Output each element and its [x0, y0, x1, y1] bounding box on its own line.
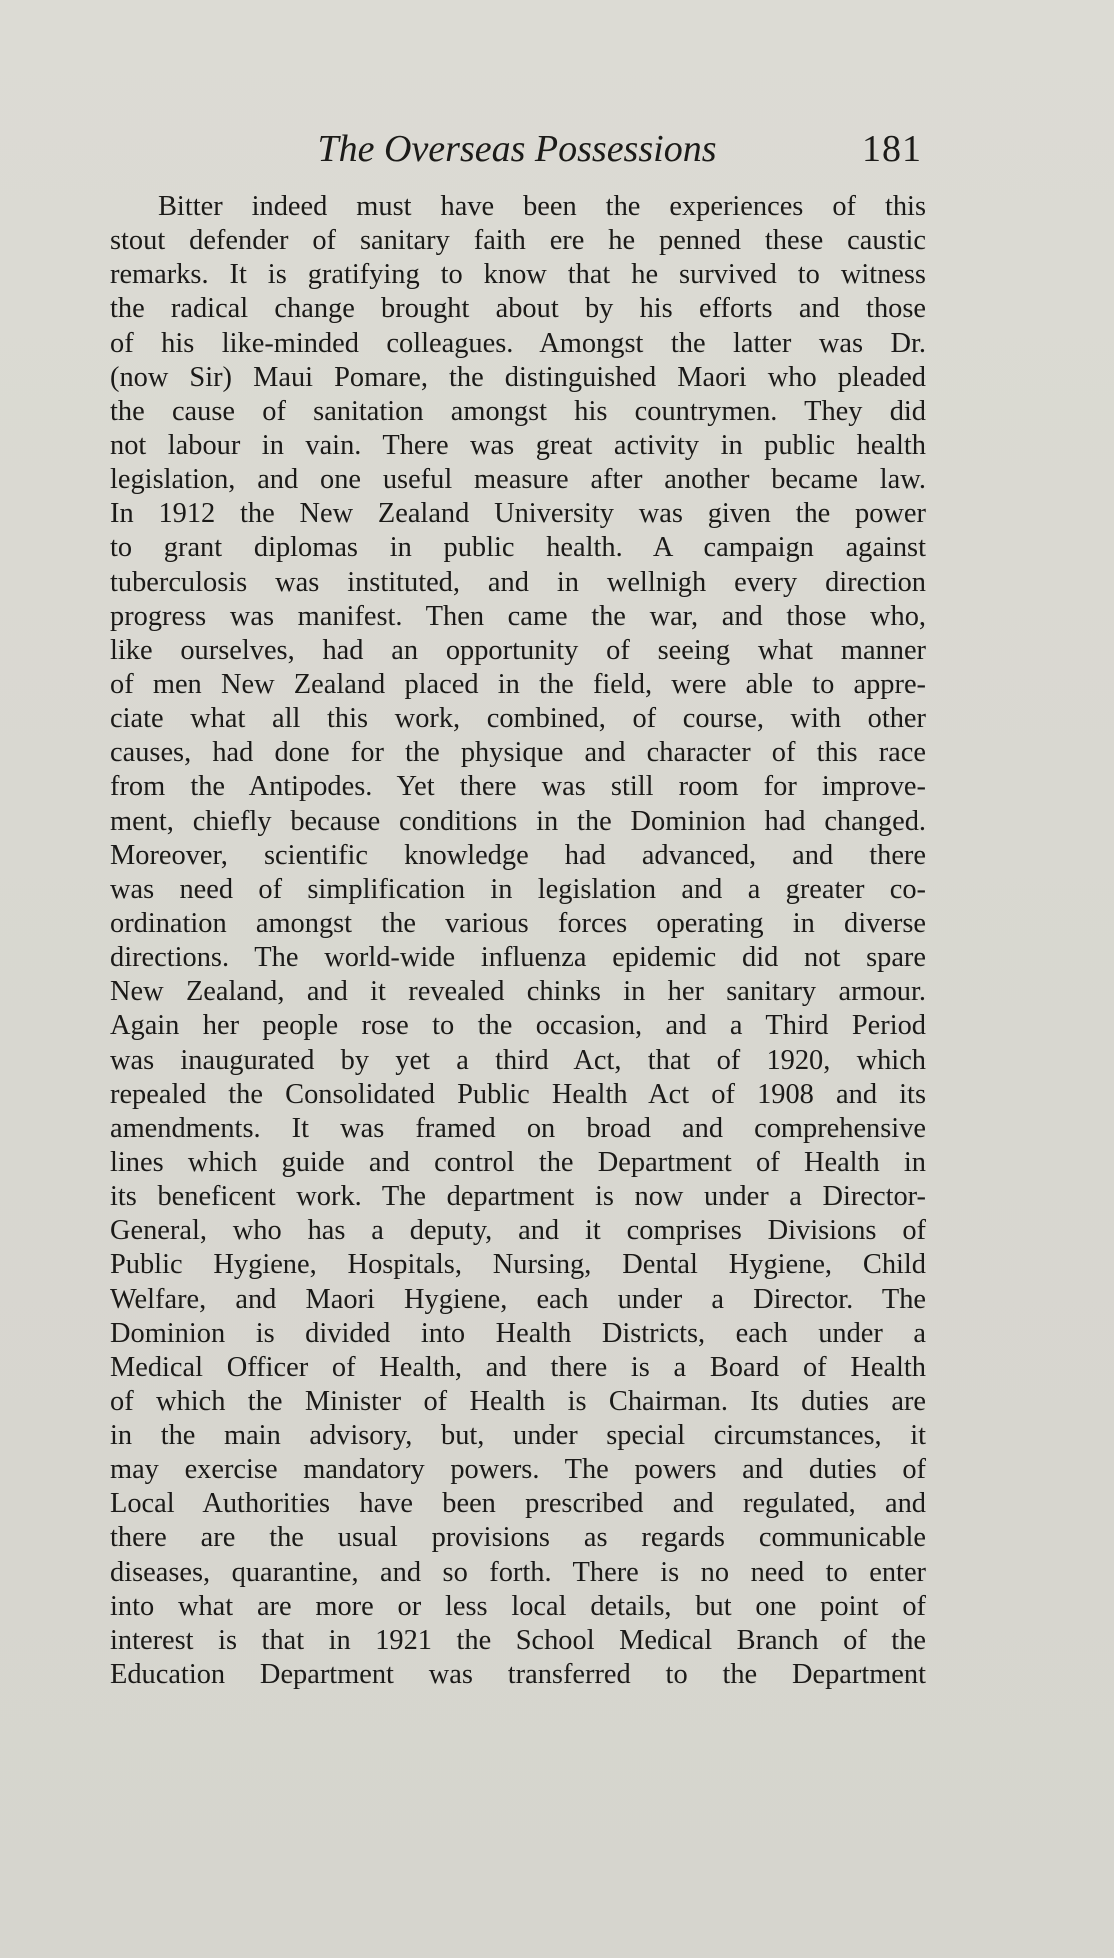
text-line: diseases, quarantine, and so forth. There is no need to enter [110, 1556, 926, 1588]
text-line: General, who has a deputy, and it comprises Divisions of [110, 1215, 926, 1247]
text-line: Education Department was transferred to the Department [110, 1659, 926, 1691]
body-text [110, 190, 926, 1692]
text-line: tuberculosis was instituted, and in wellnigh every direction [110, 566, 926, 598]
text-line: progress was manifest. Then came the war, and those who, [110, 600, 926, 632]
text-line: ment, chiefly because conditions in the Dominion had changed. [110, 805, 926, 837]
text-line: into what are more or less local details, but one point of [110, 1590, 926, 1622]
text-line: ciate what all this work, combined, of course, with other [110, 703, 926, 735]
text-line: of his like-minded colleagues. Amongst the latter was Dr. [110, 327, 926, 359]
text-line: ordination amongst the various forces operating in diverse [110, 907, 926, 939]
text-line: not labour in vain. There was great activity in public health [110, 429, 926, 461]
text-line: repealed the Consolidated Public Health Act of 1908 and its [110, 1078, 926, 1110]
text-line: In 1912 the New Zealand University was given the power [110, 498, 926, 530]
text-line: Medical Officer of Health, and there is a Board of Health [110, 1351, 926, 1383]
text-line: the cause of sanitation amongst his countrymen. They did [110, 395, 926, 427]
text-line: Welfare, and Maori Hygiene, each under a Director. The [110, 1283, 926, 1315]
text-line: of men New Zealand placed in the field, were able to appre- [110, 668, 926, 700]
text-line: amendments. It was framed on broad and comprehensive [110, 1112, 926, 1144]
page-header [110, 124, 924, 184]
text-line: the radical change brought about by his efforts and those [110, 293, 926, 325]
text-line: was inaugurated by yet a third Act, that of 1920, which [110, 1044, 926, 1076]
text-line: stout defender of sanitary faith ere he penned these caustic [110, 225, 926, 257]
text-line: may exercise mandatory powers. The powers and duties of [110, 1454, 926, 1486]
text-line: to grant diplomas in public health. A campaign against [110, 532, 926, 564]
text-line: directions. The world-wide influenza epidemic did not spare [110, 942, 926, 974]
text-line: was need of simplification in legislation and a greater co- [110, 873, 926, 905]
text-line: its beneficent work. The department is now under a Director- [110, 1181, 926, 1213]
text-line: (now Sir) Maui Pomare, the distinguished Maori who pleaded [110, 361, 926, 393]
text-line: Moreover, scientific knowledge had advanced, and there [110, 839, 926, 871]
text-line: Public Hygiene, Hospitals, Nursing, Dental Hygiene, Child [110, 1249, 926, 1281]
text-line: from the Antipodes. Yet there was still room for improve- [110, 771, 926, 803]
text-line: remarks. It is gratifying to know that he survived to witness [110, 259, 926, 291]
page-number: 181 [862, 128, 922, 170]
text-line: Bitter indeed must have been the experiences of this [158, 191, 926, 222]
text-line: of which the Minister of Health is Chairman. Its duties are [110, 1385, 926, 1417]
running-title: The Overseas Possessions [317, 128, 717, 170]
text-line: New Zealand, and it revealed chinks in her sanitary armour. [110, 976, 926, 1008]
text-line: causes, had done for the physique and character of this race [110, 737, 926, 769]
text-line: interest is that in 1921 the School Medical Branch of the [110, 1624, 926, 1656]
text-line: in the main advisory, but, under special circumstances, it [110, 1420, 926, 1452]
text-line: Again her people rose to the occasion, and a Third Period [110, 1010, 926, 1042]
text-line: Dominion is divided into Health Districts, each under a [110, 1317, 926, 1349]
text-line: legislation, and one useful measure after another became law. [110, 464, 926, 496]
text-line: Local Authorities have been prescribed and regulated, and [110, 1488, 926, 1520]
text-line: like ourselves, had an opportunity of seeing what manner [110, 634, 926, 666]
text-line: there are the usual provisions as regards communicable [110, 1522, 926, 1554]
text-line: lines which guide and control the Department of Health in [110, 1146, 926, 1178]
